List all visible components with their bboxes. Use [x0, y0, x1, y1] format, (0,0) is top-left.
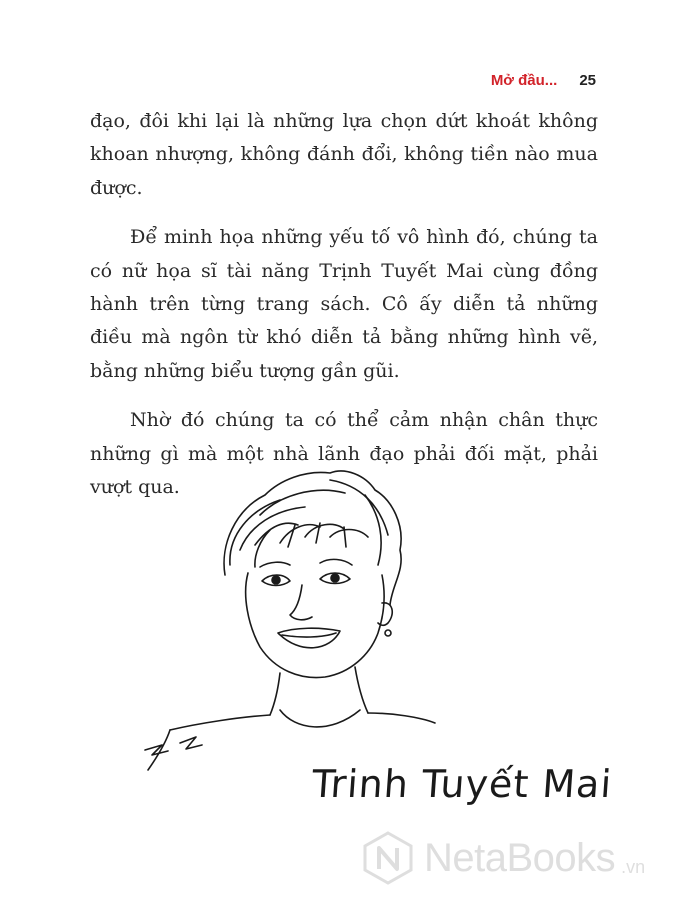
watermark-suffix: .vn: [621, 857, 646, 877]
netabooks-logo-icon: [360, 830, 416, 886]
artist-signature: Trinh Tuyết Mai: [310, 762, 614, 806]
running-header: [491, 72, 596, 89]
watermark: [360, 830, 645, 886]
paragraph-continued: đạo, đôi khi lại là những lựa chọn dứt khoát không khoan nhượng, không đánh đổi, không tiền nào mua được.: [90, 110, 598, 199]
watermark-brand: NetaBooks: [424, 835, 616, 880]
chapter-title: Mở đầu...: [490, 72, 558, 89]
page-number: 25: [579, 72, 596, 89]
paragraph: Để minh họa những yếu tố vô hình đó, chúng ta có nữ họa sĩ tài năng Trịnh Tuyết Mai cùng đồng hành trên từng trang sách. Cô ấy diễn tả những điều mà ngôn từ khó diễn tả bằng những hình vẽ, bằng những biểu tượng gần gũi.: [90, 226, 598, 382]
paragraph: Nhờ đó chúng ta có thể cảm nhận chân thực những gì mà một nhà lãnh đạo phải đối mặt, phải vượt qua.: [90, 409, 598, 499]
